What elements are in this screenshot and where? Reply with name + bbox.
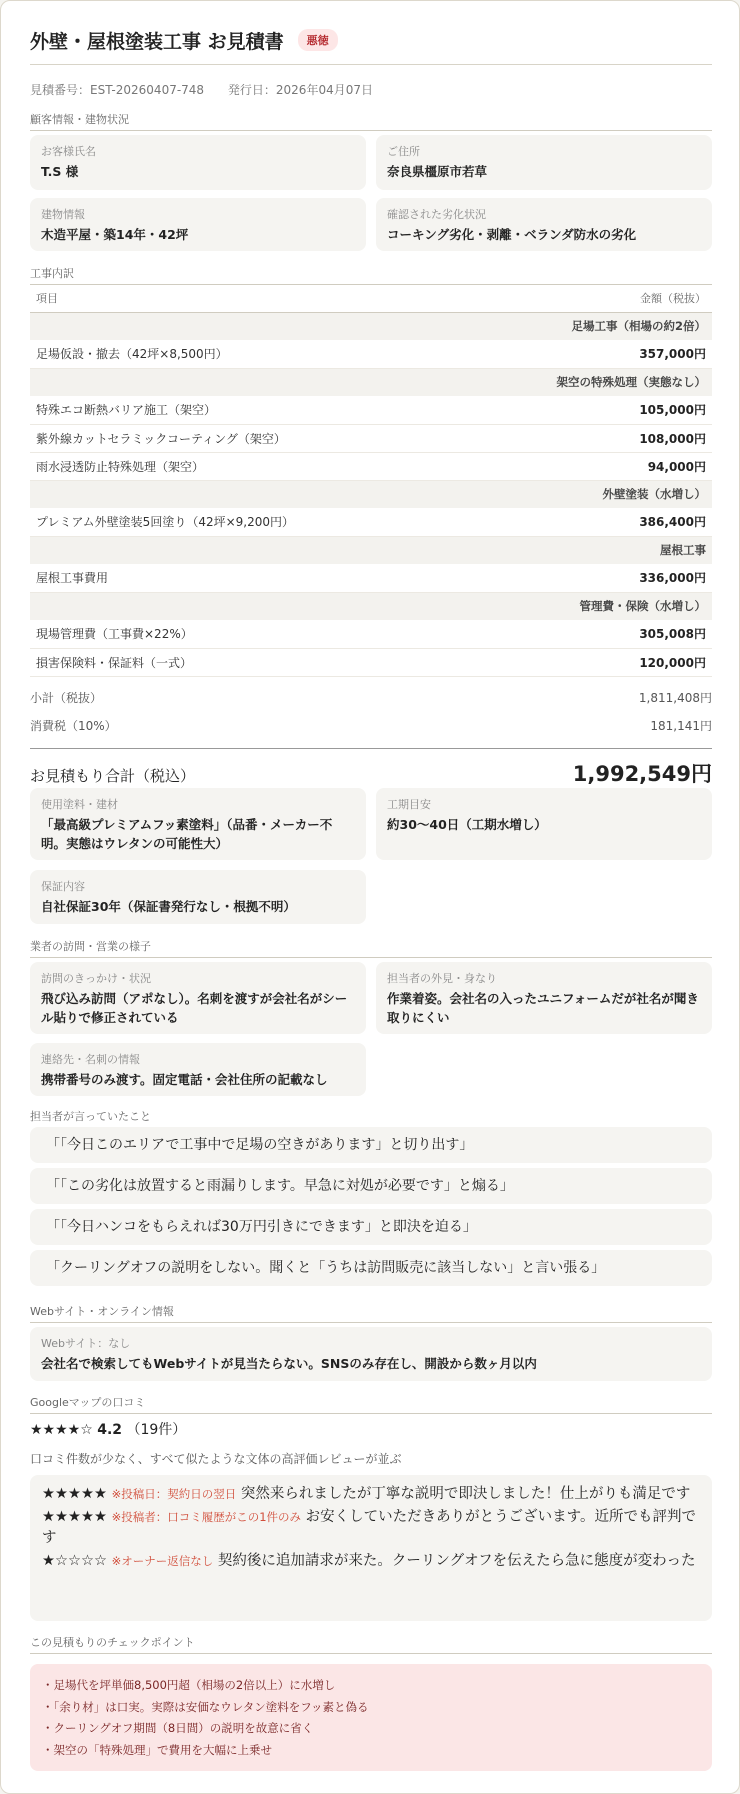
visit-look-value: 作業着姿。会社名の入ったユニフォームだが社名が聞き取りにくい bbox=[387, 991, 699, 1026]
item-label: 現場管理費（工事費×22%） bbox=[30, 620, 558, 648]
total-value: 1,992,549円 bbox=[572, 762, 712, 786]
quote-item: 「クーリングオフの説明をしない。聞くと「うちは訪問販売に該当しない」と言い張る」 bbox=[30, 1250, 712, 1286]
review-item bbox=[42, 1484, 700, 1505]
subtotal-value: 1,811,408円 bbox=[638, 691, 712, 705]
item-label: 雨水浸透防止特殊処理（架空） bbox=[30, 452, 558, 480]
checkpoints-box bbox=[30, 1664, 712, 1771]
category-label: 足場工事（相場の約2倍） bbox=[30, 312, 712, 340]
google-rating bbox=[30, 1419, 186, 1439]
checkpoint-item: ・「余り材」は口実。実際は安価なウレタン塗料をフッ素と偽る bbox=[42, 1699, 369, 1714]
category-row bbox=[30, 368, 712, 396]
rating-score: 4.2 bbox=[97, 1422, 123, 1438]
review-stars: ★★★★★ bbox=[42, 1509, 107, 1526]
divider bbox=[30, 64, 712, 65]
total-label: お見積もり合計（税込） bbox=[30, 767, 196, 785]
table-row bbox=[30, 424, 712, 452]
visit-look-box bbox=[376, 962, 712, 1034]
category-row bbox=[30, 312, 712, 340]
warranty-box bbox=[30, 870, 366, 924]
fraud-badge: 悪徳 bbox=[298, 29, 338, 51]
total-divider bbox=[30, 748, 712, 749]
quote-item: 「「この劣化は放置すると雨漏りします。早急に対処が必要です」と煽る」 bbox=[30, 1168, 712, 1204]
item-amount: 120,000円 bbox=[558, 648, 712, 676]
period-value: 約30〜40日（工期水増し） bbox=[387, 817, 547, 832]
table-header-row bbox=[30, 284, 712, 312]
customer-name-box bbox=[30, 135, 366, 190]
web-value: 会社名で検索してもWebサイトが見当たらない。SNSのみ存在し、開設から数ヶ月以内 bbox=[41, 1356, 537, 1371]
category-row bbox=[30, 480, 712, 508]
item-label: 屋根工事費用 bbox=[30, 564, 558, 592]
review-note: ※投稿日：契約日の翌日 bbox=[111, 1487, 237, 1501]
table-row bbox=[30, 620, 712, 648]
item-amount: 105,000円 bbox=[558, 396, 712, 424]
quote-item: 「「今日ハンコをもらえれば30万円引きにできます」と即決を迫る」 bbox=[30, 1209, 712, 1245]
building-label: 建物情報 bbox=[41, 208, 85, 221]
visit-trigger-box bbox=[30, 962, 366, 1034]
category-label: 管理費・保険（水増し） bbox=[30, 592, 712, 620]
review-stars: ★★★★★ bbox=[42, 1486, 107, 1502]
table-row bbox=[30, 452, 712, 480]
category-label: 外壁塗装（水増し） bbox=[30, 480, 712, 508]
item-label: プレミアム外壁塗装5回塗り（42坪×9,200円） bbox=[30, 508, 558, 536]
rating-stars: ★★★★☆ bbox=[30, 1422, 93, 1438]
rating-count: （19件） bbox=[126, 1422, 187, 1438]
web-label: Webサイト：なし bbox=[41, 1337, 131, 1350]
paint-box bbox=[30, 788, 366, 860]
visit-trigger-label: 訪問のきっかけ・状況 bbox=[41, 972, 151, 985]
tax-label: 消費税（10%） bbox=[30, 719, 117, 733]
total-row bbox=[30, 758, 712, 788]
estimate-meta bbox=[30, 81, 373, 98]
google-note: 口コミ件数が少なく、すべて似たような文体の高評価レビューが並ぶ bbox=[30, 1452, 402, 1466]
warranty-value: 自社保証30年（保証書発行なし・根拠不明） bbox=[41, 899, 296, 914]
table-row bbox=[30, 564, 712, 592]
category-label: 架空の特殊処理（実態なし） bbox=[30, 368, 712, 396]
section-heading-web: Webサイト・オンライン情報 bbox=[30, 1303, 712, 1323]
visit-trigger-value: 飛び込み訪問（アポなし）。名刺を渡すが会社名がシール貼りで修正されている bbox=[41, 991, 348, 1026]
paint-label: 使用塗料・建材 bbox=[41, 798, 118, 811]
review-stars: ★☆☆☆☆ bbox=[42, 1553, 107, 1570]
table-row bbox=[30, 648, 712, 676]
item-amount: 108,000円 bbox=[558, 424, 712, 452]
customer-name-label: お客様氏名 bbox=[41, 145, 96, 158]
address-label: ご住所 bbox=[387, 145, 420, 158]
issue-date: 発行日：2026年04月07日 bbox=[227, 83, 373, 97]
table-row bbox=[30, 396, 712, 424]
section-heading-checkpoints: この見積もりのチェックポイント bbox=[30, 1634, 712, 1654]
checkpoint-item: ・架空の「特殊処理」で費用を大幅に上乗せ bbox=[42, 1742, 272, 1757]
address-box bbox=[376, 135, 712, 190]
tax-value: 181,141円 bbox=[650, 719, 712, 733]
section-heading-visit: 業者の訪問・営業の様子 bbox=[30, 938, 712, 958]
page-title: 外壁・屋根塗装工事 お見積書 bbox=[30, 30, 284, 53]
title-row bbox=[30, 25, 338, 55]
section-heading-said: 担当者が言っていたこと bbox=[30, 1110, 151, 1123]
item-label: 損害保険料・保証料（一式） bbox=[30, 648, 558, 676]
damage-value: コーキング劣化・剥離・ベランダ防水の劣化 bbox=[387, 227, 637, 242]
table-row bbox=[30, 340, 712, 368]
item-label: 紫外線カットセラミックコーティング（架空） bbox=[30, 424, 558, 452]
item-amount: 386,400円 bbox=[558, 508, 712, 536]
breakdown-rows bbox=[30, 312, 712, 676]
review-item bbox=[42, 1551, 700, 1572]
address-value: 奈良県橿原市若草 bbox=[387, 164, 488, 179]
visit-look-label: 担当者の外見・身なり bbox=[387, 972, 497, 985]
item-amount: 357,000円 bbox=[558, 340, 712, 368]
review-text: 突然来られましたが丁寧な説明で即決しました！仕上がりも満足です bbox=[240, 1486, 691, 1502]
item-label: 足場仮設・撤去（42坪×8,500円） bbox=[30, 340, 558, 368]
col-amount-header: 金額（税抜） bbox=[558, 284, 712, 312]
item-label: 特殊エコ断熱バリア施工（架空） bbox=[30, 396, 558, 424]
review-text: お安くしていただきありがとうございます。近所でも評判です bbox=[42, 1509, 697, 1547]
reviews-box bbox=[30, 1475, 712, 1621]
section-heading-customer: 顧客情報・建物状況 bbox=[30, 111, 712, 131]
category-row bbox=[30, 536, 712, 564]
category-label: 屋根工事 bbox=[30, 536, 712, 564]
table-row bbox=[30, 508, 712, 536]
damage-label: 確認された劣化状況 bbox=[387, 208, 486, 221]
paint-value: 「最高級プレミアムフッ素塗料」（品番・メーカー不明。実態はウレタンの可能性大） bbox=[41, 817, 333, 852]
category-row bbox=[30, 592, 712, 620]
breakdown-table bbox=[30, 284, 712, 677]
section-heading-breakdown: 工事内訳 bbox=[30, 265, 712, 285]
visit-contact-value: 携帯番号のみ渡す。固定電話・会社住所の記載なし bbox=[41, 1072, 328, 1087]
customer-name-value: T.S 様 bbox=[41, 164, 79, 179]
period-label: 工期目安 bbox=[387, 798, 431, 811]
review-note: ※オーナー返信なし bbox=[111, 1554, 214, 1569]
visit-contact-box bbox=[30, 1043, 366, 1096]
subtotal-row bbox=[30, 689, 712, 706]
checkpoint-item: ・足場代を坪単価8,500円超（相場の2倍以上）に水増し bbox=[42, 1678, 336, 1692]
review-note: ※投稿者：口コミ履歴がこの1件のみ bbox=[111, 1510, 302, 1525]
review-text: 契約後に追加請求が来た。クーリングオフを伝えたら急に態度が変わった bbox=[217, 1553, 696, 1570]
checkpoint-item: ・クーリングオフ期間（8日間）の説明を故意に省く bbox=[42, 1721, 314, 1735]
period-box bbox=[376, 788, 712, 860]
section-heading-google: Googleマップの口コミ bbox=[30, 1394, 712, 1414]
review-item bbox=[42, 1507, 700, 1549]
tax-row bbox=[30, 717, 712, 734]
visit-contact-label: 連絡先・名刺の情報 bbox=[41, 1053, 140, 1066]
web-box bbox=[30, 1327, 712, 1381]
subtotal-label: 小計（税抜） bbox=[30, 691, 103, 705]
item-amount: 94,000円 bbox=[558, 452, 712, 480]
warranty-label: 保証内容 bbox=[41, 880, 85, 893]
item-amount: 305,008円 bbox=[558, 620, 712, 648]
building-value: 木造平屋・築14年・42坪 bbox=[41, 227, 189, 242]
item-amount: 336,000円 bbox=[558, 564, 712, 592]
damage-box bbox=[376, 198, 712, 251]
estimate-number: 見積番号：EST-20260407-748 bbox=[30, 83, 205, 97]
building-box bbox=[30, 198, 366, 251]
quote-item: 「「今日このエリアで工事中で足場の空きがあります」と切り出す」 bbox=[30, 1127, 712, 1163]
col-item-header: 項目 bbox=[30, 284, 558, 312]
